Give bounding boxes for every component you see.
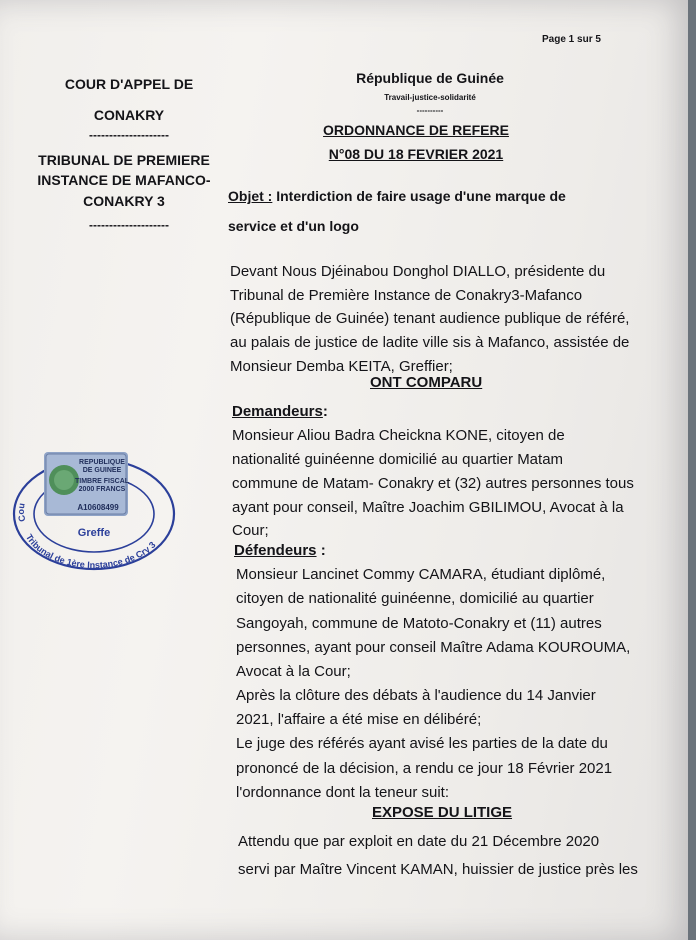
intro-line: Tribunal de Première Instance de Conakry3-Mafanco (230, 287, 583, 304)
defendeurs-line: Monsieur Lancinet Commy CAMARA, étudiant diplômé, (236, 566, 606, 583)
objet-line1 (228, 188, 566, 204)
expose-line: servi par Maître Vincent KAMAN, huissier de justice près les (238, 861, 638, 878)
court-stamp (6, 452, 178, 580)
stamp-ring-text: Tribunal de 1ère Instance de Cry 3 (23, 532, 158, 571)
tribunal-name-line3: CONAKRY 3 (83, 193, 165, 209)
defendeurs-line: citoyen de nationalité guinéenne, domicilié au quartier (236, 590, 594, 607)
defendeurs-line: Sangoyah, commune de Matoto-Conakry et (11) autres (236, 615, 602, 632)
court-name-line2: CONAKRY (93, 107, 165, 123)
court-name-line1: COUR D'APPEL DE (64, 76, 194, 92)
defendeurs-colon: : (316, 542, 326, 559)
tribunal-name-line2: INSTANCE DE MAFANCO- (37, 172, 211, 188)
defendeurs-label: Défendeurs (234, 542, 317, 559)
objet-label: Objet : (228, 188, 273, 204)
expose-line: Attendu que par exploit en date du 21 Décembre 2020 (238, 833, 600, 850)
procedure-line: Le juge des référés ayant avisé les parties de la date du (236, 735, 608, 752)
intro-line: au palais de justice de ladite ville sis à Mafanco, assistée de (230, 334, 630, 351)
demandeurs-label: Demandeurs (232, 403, 323, 420)
motto-separator: ---------- (416, 106, 444, 115)
country-motto: Travail-justice-solidarité (384, 93, 476, 102)
procedure-line: Après la clôture des débats à l'audience du 14 Janvier (236, 687, 596, 704)
defendeurs-line: Avocat à la Cour; (236, 663, 351, 680)
fiscal-line3: TIMBRE FISCAL (74, 478, 130, 485)
intro-line: (République de Guinée) tenant audience publique de référé, (230, 310, 630, 327)
demandeurs-line: ayant pour conseil, Maître Joachim GBILIMOU, Avocat à la (232, 499, 624, 516)
stamp-greffe: Greffe (77, 527, 111, 539)
fiscal-line1: REPUBLIQUE (79, 459, 125, 466)
fiscal-line2: DE GUINEE (82, 467, 122, 474)
demandeurs-line: nationalité guinéenne domicilié au quartier Matam (232, 451, 564, 468)
objet-line2: service et d'un logo (228, 218, 359, 234)
document-title: ORDONNANCE DE REFERE (323, 122, 509, 138)
page-number: Page 1 sur 5 (542, 34, 601, 45)
background-edge (688, 0, 696, 940)
objet-text: Interdiction de faire usage d'une marque de (272, 188, 566, 204)
intro-line: Monsieur Demba KEITA, Greffier; (230, 358, 453, 375)
demandeurs-line: Cour; (232, 522, 269, 539)
demandeurs-colon: : (322, 403, 328, 420)
document-number: N°08 DU 18 FEVRIER 2021 (328, 146, 504, 162)
country-name: République de Guinée (356, 70, 504, 86)
demandeurs-line: Monsieur Aliou Badra Cheickna KONE, citoyen de (232, 427, 565, 444)
procedure-line: 2021, l'affaire a été mise en délibéré; (236, 711, 482, 728)
demandeurs-heading (232, 402, 328, 422)
tribunal-name-line1: TRIBUNAL DE PREMIERE (38, 152, 210, 168)
defendeurs-heading (234, 541, 326, 561)
fiscal-serial: A10608499 (77, 503, 119, 512)
expose-heading: EXPOSE DU LITIGE (372, 804, 513, 821)
procedure-line: prononcé de la décision, a rendu ce jour 18 Février 2021 (236, 760, 613, 777)
fiscal-line4: 2000 FRANCS (78, 486, 126, 493)
procedure-line: l'ordonnance dont la teneur suit: (236, 784, 450, 801)
header-separator: -------------------- (89, 128, 169, 142)
demandeurs-line: commune de Matam- Conakry et (32) autres personnes tous (232, 475, 634, 492)
intro-line: Devant Nous Djéinabou Donghol DIALLO, présidente du (230, 263, 606, 280)
ont-comparu-heading: ONT COMPARU (370, 374, 483, 391)
defendeurs-line: personnes, ayant pour conseil Maître Adama KOUROUMA, (236, 639, 631, 656)
stamp-ring-left-text: Cou (15, 502, 28, 523)
header-separator-2: -------------------- (89, 218, 169, 232)
